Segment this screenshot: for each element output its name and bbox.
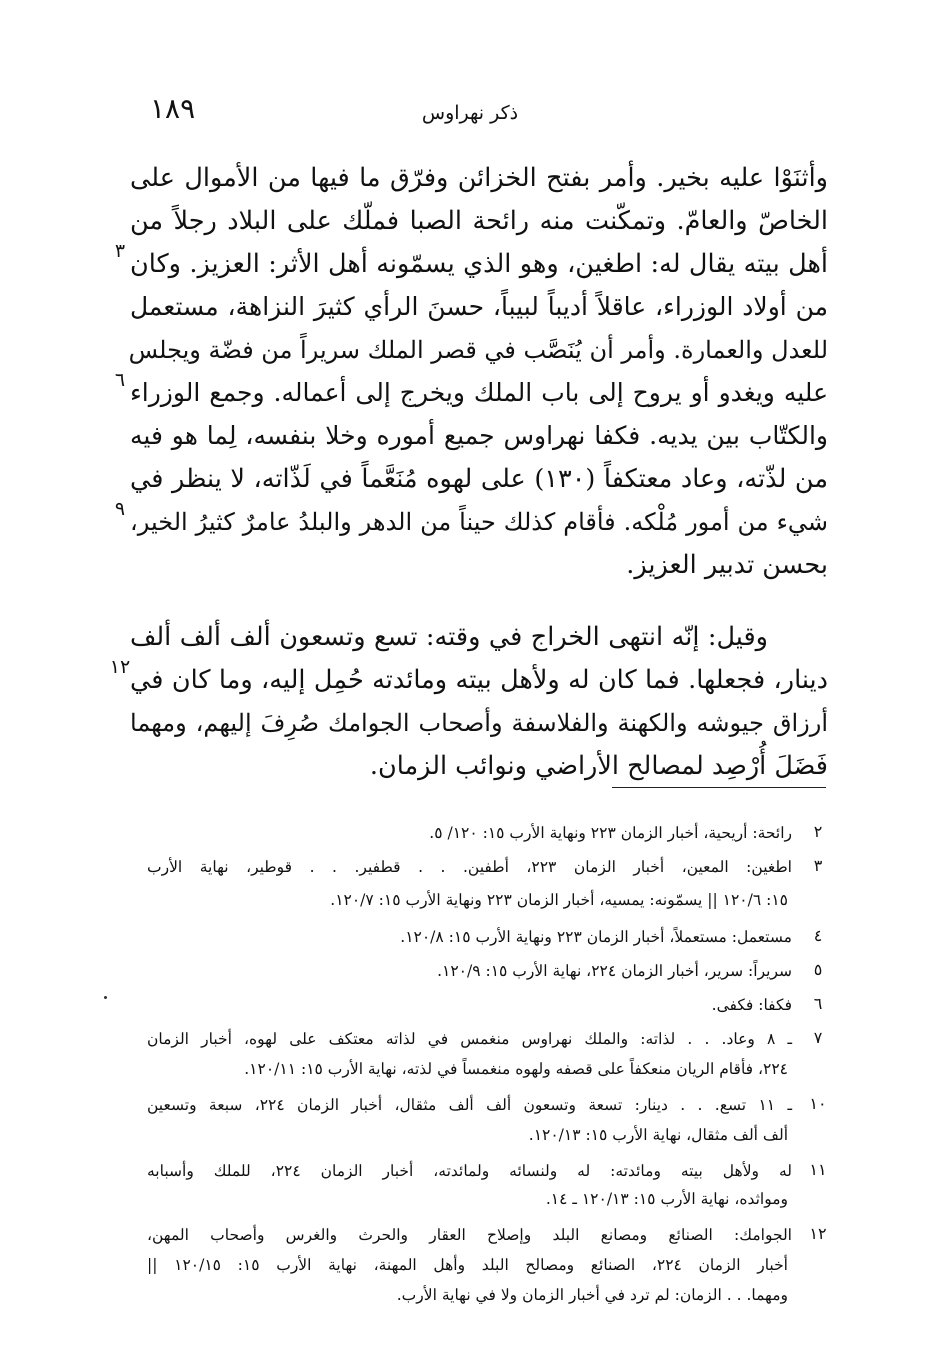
body-line: وأثنَوْا عليه بخير. وأمر بفتح الخزائن وفرّق ما فيها من الأموال على <box>130 163 828 193</box>
body-line: عليه ويغدو أو يروح إلى باب الملك ويخرج إلى أعماله. وجمع الوزراء <box>130 378 828 407</box>
line-number: ١٢ <box>109 656 131 678</box>
body-line: من أولاد الوزراء، عاقلاً أديباً لبيباً، حسنَ الرأي كثيرَ النزاهة، مستعمل <box>130 292 828 321</box>
body-line: بحسن تدبير العزيز. <box>626 550 828 580</box>
footnote-line: مستعمل: مستعملاً، أخبار الزمان ٢٢٣ ونهاية الأرب ١٥: ١٢٠/٨. <box>400 928 792 946</box>
footnote-line: ـ ١١ تسع. . . دينار: تسعة وتسعون ألف ألف مثقال، أخبار الزمان ٢٢٤، سبعة وتسعين <box>147 1096 793 1114</box>
footnote-line: ـ ٨ وعاد. . . لذاته: والملك نهراوس منغمس في لذاته معتكف على لهوه، أخبار الزمان <box>147 1030 792 1048</box>
footnote-number: ٥ <box>813 960 823 979</box>
footnote-number: ٢ <box>813 822 823 841</box>
footnote-number: ٧ <box>813 1028 823 1047</box>
running-title: ذكر نهراوس <box>421 102 519 124</box>
line-number: ٩ <box>114 498 126 520</box>
footnote-number: ١٠ <box>809 1094 827 1113</box>
footnote-number: ٣ <box>813 856 823 875</box>
footnote-line: ١٥: ١٢٠/٦ || يسمّونه: يمسيه، أخبار الزمان ٢٢٣ ونهاية الأرب ١٥: ١٢٠/٧. <box>330 891 788 909</box>
page-speck <box>104 996 107 999</box>
footnote-line: سريراً: سرير، أخبار الزمان ٢٢٤، نهاية الأرب ١٥: ١٢٠/٩. <box>437 962 792 980</box>
body-line: الخاصّ والعامّ. وتمكّنت منه رائحة الصبا فملّك على البلاد رجلاً من <box>130 206 828 236</box>
body-line: من لذّته، وعاد معتكفاً (١٣٠) على لهوه مُنَعَّماً في لَذّاته، لا ينظر في <box>130 464 828 494</box>
footnote-line: ألف ألف مثقال، نهاية الأرب ١٥: ١٢٠/١٣. <box>528 1126 788 1144</box>
footnote-line: فكفا: فكفى. <box>711 996 792 1014</box>
footnote-line: رائحة: أريحية، أخبار الزمان ٢٢٣ ونهاية الأرب ١٥: ١٢٠/ ٥. <box>429 824 792 842</box>
body-line: أرزاق جيوشه والكهنة والفلاسفة وأصحاب الجوامك صُرِفَ إليهم، ومهما <box>130 709 828 737</box>
footnote-line: ومهما. . . الزمان: لم ترد في أخبار الزمان ولا في نهاية الأرب. <box>396 1286 788 1304</box>
body-line: أهل بيته يقال له: اطغين، وهو الذي يسمّونه أهل الأثر: العزيز. وكان <box>130 249 828 279</box>
footnote-separator <box>612 787 826 788</box>
footnote-line: أخبار الزمان ٢٢٤، الصنائع ومصالح البلد وأهل المهنة، نهاية الأرب ١٥: ١٢٠/١٥ || <box>147 1256 788 1274</box>
footnote-number: ١١ <box>809 1160 827 1179</box>
body-line: والكتّاب بين يديه. فكفا نهراوس جميع أموره وخلا بنفسه، لِما هو فيه <box>130 421 828 450</box>
line-number: ٦ <box>114 369 126 391</box>
page-number: ١٨٩ <box>150 92 196 125</box>
footnote-number: ١٢ <box>809 1224 827 1243</box>
footnote-line: الجوامك: الصنائع ومصانع البلد وإصلاح العقار والحرث والغرس وأصحاب المهن، <box>147 1226 792 1244</box>
footnote-line: له ولأهل بيته ومائدته: له ولنسائه ولمائدته، أخبار الزمان ٢٢٤، للملك وأسبابه <box>147 1162 792 1180</box>
body-line: للعدل والعمارة. وأمر أن يُنَصَّب في قصر الملك سريراً من فضّة ويجلس <box>128 336 828 364</box>
body-line: وقيل: إنّه انتهى الخراج في وقته: تسع وتسعون ألف ألف ألف <box>130 622 768 652</box>
footnote-line: ٢٢٤، فأقام الريان منعكفاً على قصفه ولهوه منغمساً في لذته، نهاية الأرب ١٥: ١٢٠/١١. <box>244 1060 788 1078</box>
body-line: شيء من أمور مُلْكه. فأقام كذلك حيناً من الدهر والبلدُ عامرٌ كثيرُ الخير، <box>130 508 828 536</box>
body-line: فَضَلَ أُرْصِد لمصالح الأراضي ونوائب الزمان. <box>369 751 828 781</box>
footnote-number: ٤ <box>813 926 823 945</box>
line-number: ٣ <box>114 240 126 262</box>
body-line: دينار، فجعلها. فما كان له ولأهل بيته ومائدته حُمِل إليه، وما كان في <box>130 665 828 695</box>
footnote-number: ٦ <box>813 994 823 1013</box>
footnote-line: ومواثده، نهاية الأرب ١٥: ١٢٠/١٣ ـ ١٤. <box>545 1190 788 1208</box>
footnote-line: اطغين: المعين، أخبار الزمان ٢٢٣، أطفين. . . قطفير. . . قوطير، نهاية الأرب <box>147 858 792 876</box>
